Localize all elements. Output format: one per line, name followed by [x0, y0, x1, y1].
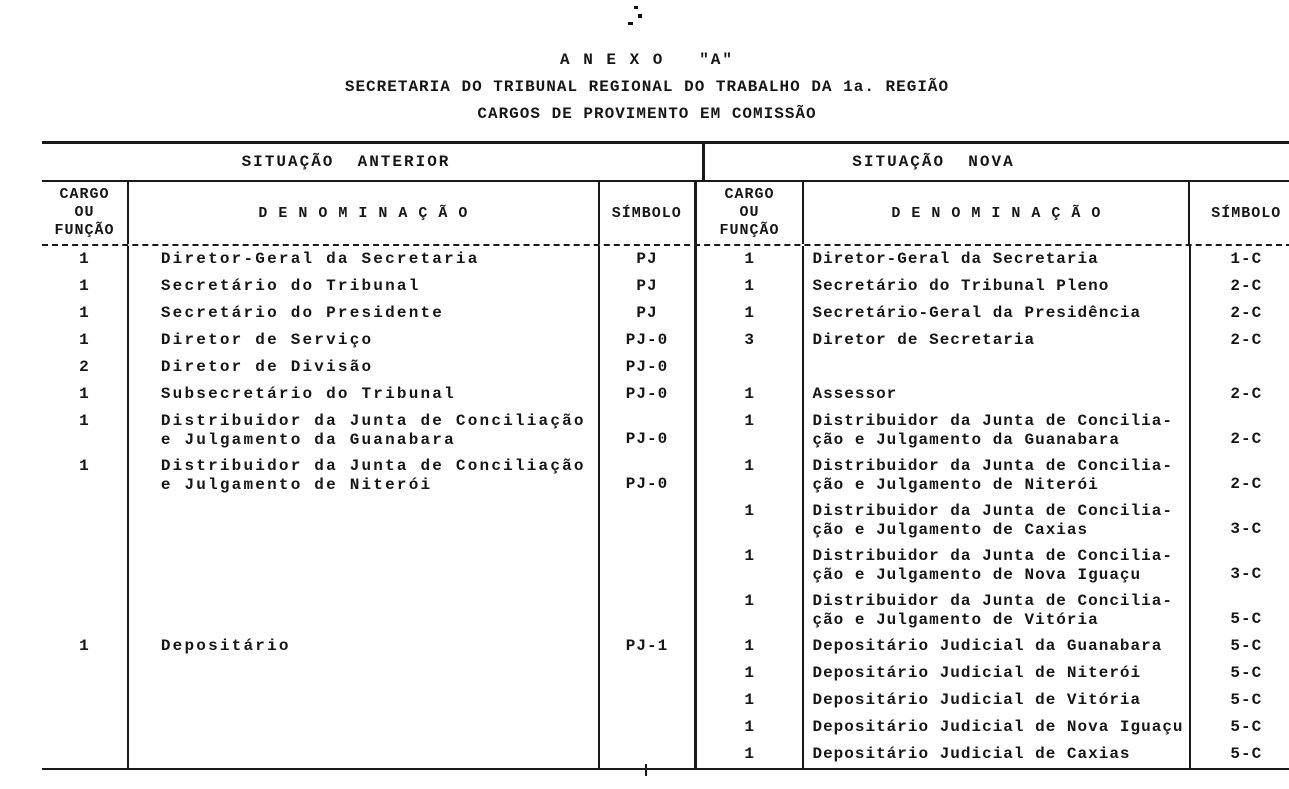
right-qty-cell: 1	[694, 273, 803, 300]
right-denominacao-cell	[802, 741, 1188, 768]
section-nova	[702, 144, 1289, 180]
section-nova-label: SITUAÇÃO NOVA	[852, 153, 1015, 171]
col-header-denominacao-right: D E N O M I N A Ç Ã O	[802, 182, 1188, 244]
column-header-row	[42, 182, 1289, 246]
denominacao-line: Distribuidor da Junta de Conciliação	[160, 457, 586, 475]
left-qty-cell	[42, 588, 127, 633]
left-qty-cell	[42, 714, 127, 741]
right-denominacao-cell	[802, 660, 1188, 687]
right-simbolo-cell: 5-C	[1189, 588, 1289, 633]
right-simbolo-cell: 2-C	[1189, 327, 1289, 354]
right-qty-cell: 1	[694, 408, 803, 453]
left-denominacao-cell	[127, 327, 598, 354]
right-simbolo-cell: 5-C	[1189, 687, 1289, 714]
col-header-cargo-right	[694, 182, 803, 244]
denominacao-line: Distribuidor da Junta de Concilia-	[812, 457, 1173, 475]
left-simbolo-cell: PJ	[598, 246, 694, 273]
document-header	[42, 47, 1252, 128]
left-simbolo-cell	[598, 498, 694, 543]
left-denominacao-cell	[127, 660, 598, 687]
denominacao-line: Depositário	[160, 637, 291, 655]
left-simbolo-cell: PJ-0	[598, 408, 694, 453]
right-simbolo-cell: 5-C	[1189, 741, 1289, 768]
table-body	[42, 246, 1289, 770]
denominacao-line: ção e Julgamento da Guanabara	[812, 431, 1120, 449]
table-row	[42, 660, 1289, 687]
table-row	[42, 381, 1289, 408]
right-denominacao-cell	[802, 300, 1188, 327]
right-denominacao-cell	[802, 453, 1188, 498]
col-header-simbolo-right: SÍMBOLO	[1188, 182, 1289, 244]
right-qty-cell: 1	[694, 687, 803, 714]
left-simbolo-cell	[598, 660, 694, 687]
left-denominacao-cell	[127, 354, 598, 381]
table-row	[42, 498, 1289, 543]
left-qty-cell: 1	[79, 250, 90, 268]
denominacao-line: Subsecretário do Tribunal	[160, 385, 456, 403]
left-qty-cell	[42, 741, 127, 768]
cargo-line: CARGO	[59, 186, 110, 203]
left-denominacao-cell	[127, 543, 598, 588]
left-simbolo-cell: PJ-1	[598, 633, 694, 660]
left-qty-cell: 1	[79, 457, 90, 475]
denominacao-line: Diretor de Secretaria	[812, 331, 1036, 349]
right-qty-cell: 1	[694, 660, 803, 687]
denominacao-line: ção e Julgamento de Nova Iguaçu	[812, 566, 1142, 584]
scan-artifact	[634, 6, 638, 9]
right-simbolo-cell: 3-C	[1189, 543, 1289, 588]
right-denominacao-cell	[802, 273, 1188, 300]
table-row	[42, 327, 1289, 354]
left-simbolo-cell: PJ-0	[598, 354, 694, 381]
table-row	[42, 687, 1289, 714]
left-denominacao-cell	[127, 687, 598, 714]
cargo-line: FUNÇÃO	[719, 222, 780, 239]
table-row	[42, 273, 1289, 300]
table-row	[42, 543, 1289, 588]
left-denominacao-cell	[127, 300, 598, 327]
right-qty-cell: 1	[694, 741, 803, 768]
left-qty-cell: 2	[79, 358, 90, 376]
section-anterior	[42, 144, 702, 180]
denominacao-line: Depositário Judicial de Vitória	[812, 691, 1142, 709]
right-simbolo-cell: 5-C	[1189, 633, 1289, 660]
right-simbolo-cell: 1-C	[1189, 246, 1289, 273]
right-denominacao-cell	[802, 354, 1188, 381]
denominacao-line: Diretor de Serviço	[160, 331, 374, 349]
left-qty-cell	[42, 660, 127, 687]
left-qty-cell: 1	[79, 304, 90, 322]
table-row	[42, 408, 1289, 453]
scan-artifact	[638, 14, 642, 18]
col-header-simbolo-left: SÍMBOLO	[598, 182, 694, 244]
left-qty-cell	[42, 543, 127, 588]
document-subtitle2: CARGOS DE PROVIMENTO EM COMISSÃO	[477, 105, 817, 123]
col-header-denominacao-left: D E N O M I N A Ç Ã O	[127, 182, 598, 244]
right-qty-cell	[694, 354, 803, 381]
right-qty-cell: 1	[694, 453, 803, 498]
right-denominacao-cell	[802, 588, 1188, 633]
right-qty-cell: 1	[694, 300, 803, 327]
right-denominacao-cell	[802, 246, 1188, 273]
right-denominacao-cell	[802, 381, 1188, 408]
denominacao-line: Distribuidor da Junta de Concilia-	[812, 412, 1173, 430]
denominacao-line: Secretário do Presidente	[160, 304, 445, 322]
right-qty-cell: 3	[694, 327, 803, 354]
right-simbolo-cell: 2-C	[1189, 381, 1289, 408]
left-simbolo-cell: PJ-0	[598, 381, 694, 408]
right-simbolo-cell: 2-C	[1189, 300, 1289, 327]
right-denominacao-cell	[802, 714, 1188, 741]
right-qty-cell: 1	[694, 246, 803, 273]
right-qty-cell: 1	[694, 633, 803, 660]
right-simbolo-cell: 5-C	[1189, 660, 1289, 687]
table-row	[42, 633, 1289, 660]
right-qty-cell: 1	[694, 498, 803, 543]
denominacao-line: e Julgamento de Niterói	[160, 476, 433, 494]
denominacao-line: Secretário do Tribunal	[160, 277, 421, 295]
left-denominacao-cell	[127, 714, 598, 741]
left-denominacao-cell	[127, 633, 598, 660]
right-simbolo-cell: 2-C	[1189, 453, 1289, 498]
cargo-line: OU	[739, 204, 760, 221]
left-qty-cell	[42, 687, 127, 714]
left-denominacao-cell	[127, 381, 598, 408]
denominacao-line: Diretor-Geral da Secretaria	[160, 250, 480, 268]
left-denominacao-cell	[127, 453, 598, 498]
right-denominacao-cell	[802, 687, 1188, 714]
denominacao-line: ção e Julgamento de Niterói	[812, 476, 1099, 494]
left-qty-cell: 1	[79, 637, 90, 655]
left-simbolo-cell	[598, 687, 694, 714]
denominacao-line: Depositário Judicial de Nova Iguaçu	[812, 718, 1184, 736]
left-simbolo-cell	[598, 714, 694, 741]
document-subtitle: SECRETARIA DO TRIBUNAL REGIONAL DO TRABALHO DA 1a. REGIÃO	[344, 78, 950, 96]
denominacao-line: ção e Julgamento de Vitória	[812, 611, 1099, 629]
table-row	[42, 246, 1289, 273]
denominacao-line: Depositário Judicial de Caxias	[812, 745, 1131, 763]
denominacao-line: Diretor de Divisão	[160, 358, 374, 376]
right-simbolo-cell: 2-C	[1189, 273, 1289, 300]
left-denominacao-cell	[127, 246, 598, 273]
right-qty-cell: 1	[694, 381, 803, 408]
denominacao-line: ção e Julgamento de Caxias	[812, 521, 1089, 539]
left-simbolo-cell: PJ	[598, 300, 694, 327]
scan-artifact	[628, 22, 633, 25]
right-denominacao-cell	[802, 633, 1188, 660]
denominacao-line: Distribuidor da Junta de Concilia-	[812, 547, 1173, 565]
left-simbolo-cell	[598, 543, 694, 588]
left-qty-cell: 1	[79, 331, 90, 349]
right-simbolo-cell: 5-C	[1189, 714, 1289, 741]
left-denominacao-cell	[127, 408, 598, 453]
section-title-row	[42, 144, 1289, 182]
denominacao-line: Distribuidor da Junta de Conciliação	[160, 412, 586, 430]
left-denominacao-cell	[127, 498, 598, 543]
right-denominacao-cell	[802, 408, 1188, 453]
right-denominacao-cell	[802, 327, 1188, 354]
right-qty-cell: 1	[694, 543, 803, 588]
denominacao-line: Secretário do Tribunal Pleno	[812, 277, 1110, 295]
left-denominacao-cell	[127, 273, 598, 300]
denominacao-line: Distribuidor da Junta de Concilia-	[812, 592, 1173, 610]
table-row	[42, 354, 1289, 381]
denominacao-line: Diretor-Geral da Secretaria	[812, 250, 1099, 268]
table-row	[42, 741, 1289, 768]
right-simbolo-cell: 3-C	[1189, 498, 1289, 543]
denominacao-line: e Julgamento da Guanabara	[160, 431, 456, 449]
denominacao-line: Secretário-Geral da Presidência	[812, 304, 1142, 322]
table-row	[42, 714, 1289, 741]
left-qty-cell: 1	[79, 385, 90, 403]
right-simbolo-cell	[1189, 354, 1289, 381]
right-qty-cell: 1	[694, 714, 803, 741]
denominacao-line: Distribuidor da Junta de Concilia-	[812, 502, 1173, 520]
right-denominacao-cell	[802, 498, 1188, 543]
cargo-line: FUNÇÃO	[54, 222, 115, 239]
left-qty-cell: 1	[79, 277, 90, 295]
denominacao-line: Depositário Judicial da Guanabara	[812, 637, 1163, 655]
table-row	[42, 588, 1289, 633]
denominacao-line: Assessor	[812, 385, 898, 403]
left-simbolo-cell	[598, 588, 694, 633]
table-row	[42, 453, 1289, 498]
annex-title: A N E X O "A"	[559, 51, 735, 69]
right-denominacao-cell	[802, 543, 1188, 588]
left-denominacao-cell	[127, 741, 598, 768]
cargo-line: OU	[74, 204, 95, 221]
table-row	[42, 300, 1289, 327]
left-simbolo-cell: PJ	[598, 273, 694, 300]
left-qty-cell	[42, 498, 127, 543]
left-denominacao-cell	[127, 588, 598, 633]
denominacao-line: Depositário Judicial de Niterói	[812, 664, 1142, 682]
left-simbolo-cell: PJ-0	[598, 453, 694, 498]
col-header-cargo-left	[42, 182, 127, 244]
left-simbolo-cell: PJ-0	[598, 327, 694, 354]
comparison-table	[42, 141, 1289, 770]
cargo-line: CARGO	[724, 186, 775, 203]
section-anterior-label: SITUAÇÃO ANTERIOR	[241, 153, 451, 171]
left-qty-cell: 1	[79, 412, 90, 430]
right-simbolo-cell: 2-C	[1189, 408, 1289, 453]
right-qty-cell: 1	[694, 588, 803, 633]
rule-tail-artifact	[645, 764, 647, 776]
